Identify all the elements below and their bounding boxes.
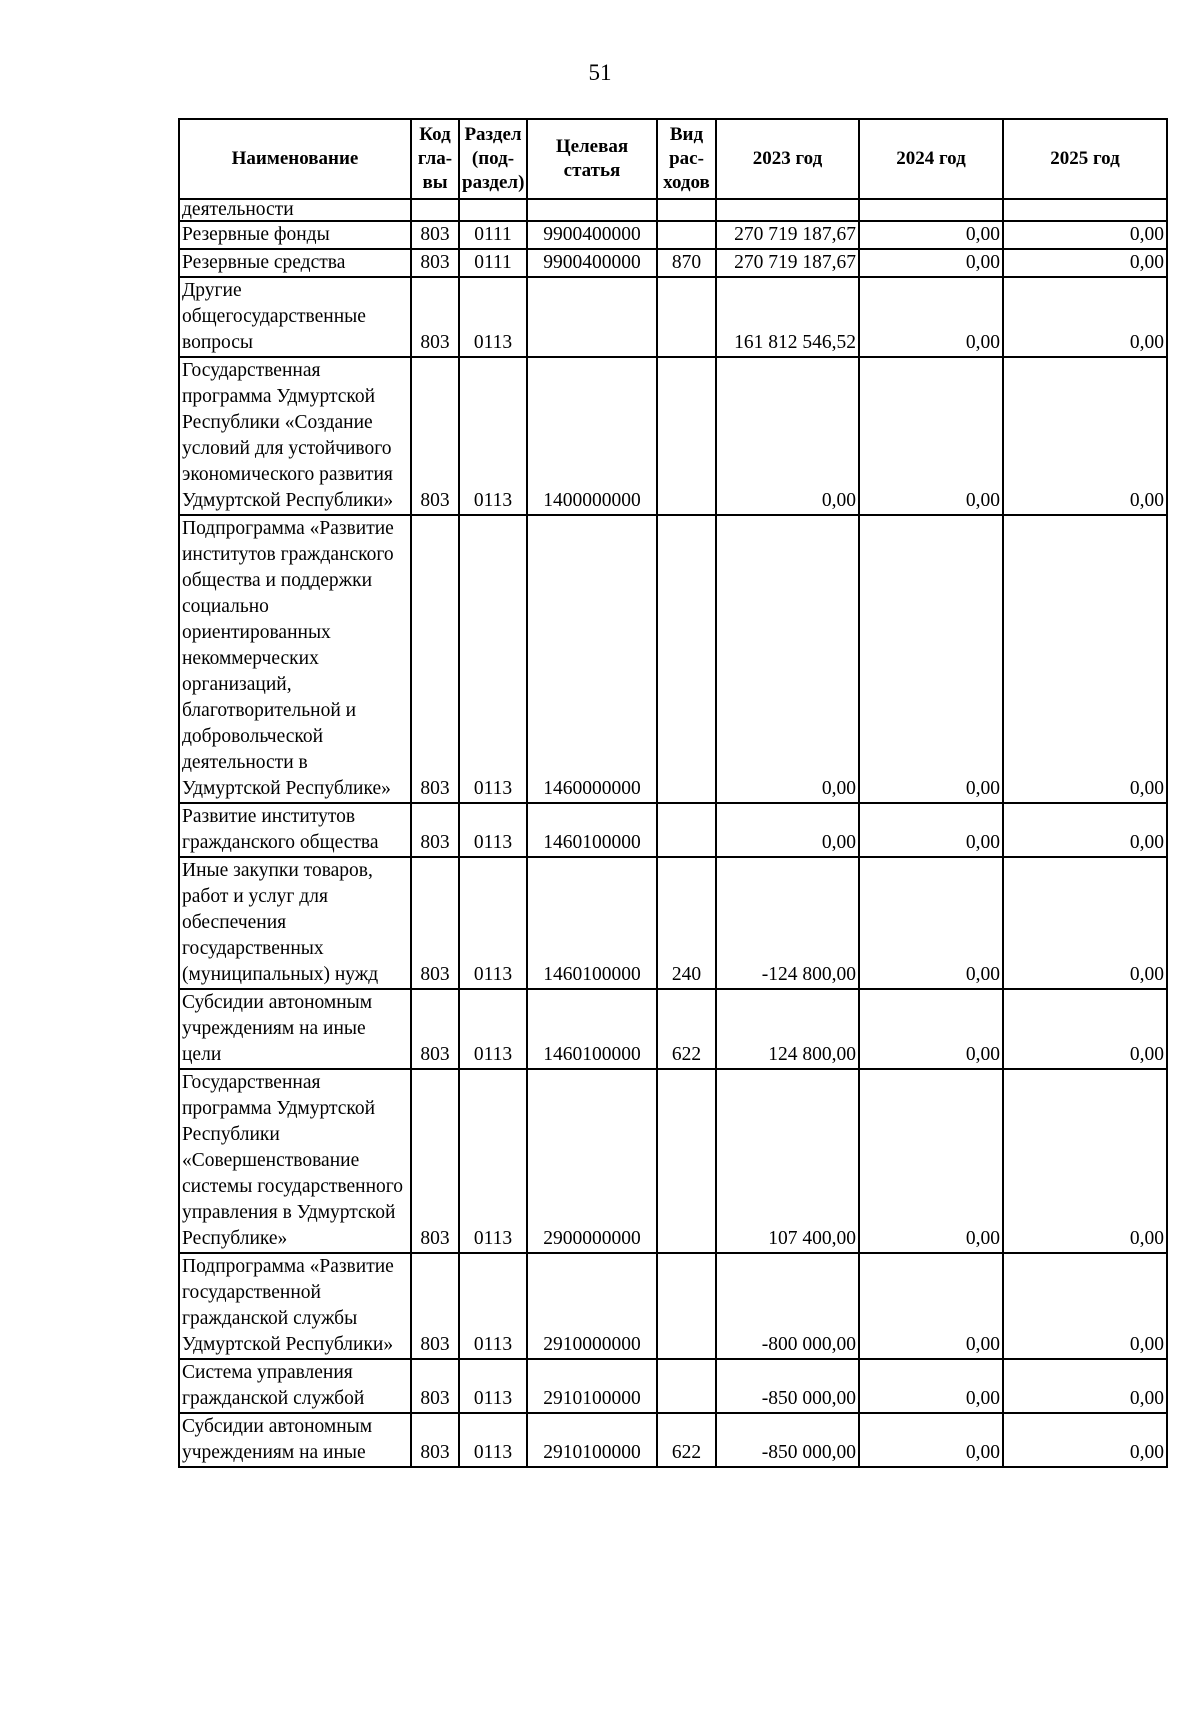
- header-2024: 2024 год: [859, 119, 1003, 199]
- cell-section: 0113: [459, 277, 527, 357]
- header-target: Целевая статья: [527, 119, 657, 199]
- cell-expense: 622: [657, 989, 716, 1069]
- cell-chapter: 803: [411, 221, 459, 249]
- cell-y2025: 0,00: [1003, 989, 1167, 1069]
- cell-section: 0113: [459, 357, 527, 515]
- table-row: [179, 515, 1167, 803]
- cell-chapter: 803: [411, 515, 459, 803]
- cell-target: 2910100000: [527, 1413, 657, 1467]
- cell-y2023: -850 000,00: [716, 1359, 859, 1413]
- cell-expense: [657, 357, 716, 515]
- cell-expense: 870: [657, 249, 716, 277]
- cell-y2024: 0,00: [859, 1253, 1003, 1359]
- table-row: [179, 221, 1167, 249]
- cell-name: Государственная программа Удмуртской Республики «Совершенствование системы государственного управления в Удмуртской Республике»: [179, 1069, 411, 1253]
- table-row: [179, 249, 1167, 277]
- cell-y2024: 0,00: [859, 357, 1003, 515]
- cell-chapter: 803: [411, 1253, 459, 1359]
- cell-expense: [657, 1253, 716, 1359]
- cell-y2025: 0,00: [1003, 515, 1167, 803]
- cell-expense: [657, 803, 716, 857]
- cell-y2023: -850 000,00: [716, 1413, 859, 1467]
- cell-y2023: 0,00: [716, 515, 859, 803]
- cell-y2025: 0,00: [1003, 857, 1167, 989]
- budget-table: [178, 118, 1168, 1468]
- table-header-row: [179, 119, 1167, 199]
- cell-y2024: 0,00: [859, 803, 1003, 857]
- cell-expense: 622: [657, 1413, 716, 1467]
- cell-section: 0113: [459, 1253, 527, 1359]
- cell-target: 1460100000: [527, 857, 657, 989]
- cell-y2025: 0,00: [1003, 357, 1167, 515]
- cell-target: 1400000000: [527, 357, 657, 515]
- cell-chapter: 803: [411, 249, 459, 277]
- cell-y2025: 0,00: [1003, 1413, 1167, 1467]
- page-number: 51: [588, 60, 612, 85]
- cell-name: Система управления гражданской службой: [179, 1359, 411, 1413]
- cell-y2024: 0,00: [859, 1069, 1003, 1253]
- cell-y2023: 270 719 187,67: [716, 221, 859, 249]
- cell-y2023: 0,00: [716, 357, 859, 515]
- cell-y2025: 0,00: [1003, 1359, 1167, 1413]
- cell-expense: [657, 277, 716, 357]
- cell-y2024: 0,00: [859, 249, 1003, 277]
- cell-target: 1460100000: [527, 989, 657, 1069]
- table-row: [179, 1413, 1167, 1467]
- cell-name: Подпрограмма «Развитие институтов гражданского общества и поддержки социально ориентированных некоммерческих организаций, благотворительной и добровольческой деятельности в Удмуртской Республике»: [179, 515, 411, 803]
- cell-chapter: 803: [411, 1413, 459, 1467]
- cell-target: 1460100000: [527, 803, 657, 857]
- table-row: [179, 357, 1167, 515]
- cell-expense: [657, 515, 716, 803]
- table-row: [179, 1359, 1167, 1413]
- cell-section: 0111: [459, 221, 527, 249]
- header-name: Наименование: [179, 119, 411, 199]
- cell-target: [527, 277, 657, 357]
- cell-section: 0113: [459, 515, 527, 803]
- cell-chapter: 803: [411, 989, 459, 1069]
- table-row: [179, 803, 1167, 857]
- cell-target: 1460000000: [527, 515, 657, 803]
- cell-y2024: 0,00: [859, 989, 1003, 1069]
- cell-y2025: 0,00: [1003, 1253, 1167, 1359]
- cell-section: 0113: [459, 1069, 527, 1253]
- cell-target: 9900400000: [527, 249, 657, 277]
- cell-y2024: 0,00: [859, 515, 1003, 803]
- cell-y2024: 0,00: [859, 221, 1003, 249]
- table-row: [179, 1069, 1167, 1253]
- cell-section: 0113: [459, 989, 527, 1069]
- table-row: [179, 857, 1167, 989]
- cell-section: 0111: [459, 249, 527, 277]
- cell-name: Субсидии автономным учреждениям на иные: [179, 1413, 411, 1467]
- header-expense: Вид рас- ходов: [657, 119, 716, 199]
- cell-target: 2900000000: [527, 1069, 657, 1253]
- header-chapter: Код гла- вы: [411, 119, 459, 199]
- cell-section: 0113: [459, 1413, 527, 1467]
- cell-y2024: 0,00: [859, 277, 1003, 357]
- cell-chapter: 803: [411, 1069, 459, 1253]
- cell-target: 2910100000: [527, 1359, 657, 1413]
- cell-chapter: 803: [411, 357, 459, 515]
- cell-y2025: 0,00: [1003, 221, 1167, 249]
- cell-y2023: 270 719 187,67: [716, 249, 859, 277]
- cell-y2023: 161 812 546,52: [716, 277, 859, 357]
- table-row: [179, 277, 1167, 357]
- cell-name: Развитие институтов гражданского общества: [179, 803, 411, 857]
- cell-y2023: 0,00: [716, 803, 859, 857]
- cell-chapter: 803: [411, 277, 459, 357]
- table-row: [179, 989, 1167, 1069]
- cell-expense: [657, 221, 716, 249]
- cell-name: Другие общегосударственные вопросы: [179, 277, 411, 357]
- cell-name: Резервные фонды: [179, 221, 411, 249]
- cell-expense: [657, 1069, 716, 1253]
- header-2025: 2025 год: [1003, 119, 1167, 199]
- cell-name: Иные закупки товаров, работ и услуг для обеспечения государственных (муниципальных) нужд: [179, 857, 411, 989]
- cell-y2023: 124 800,00: [716, 989, 859, 1069]
- cell-y2024: 0,00: [859, 1359, 1003, 1413]
- cell-y2024: 0,00: [859, 857, 1003, 989]
- cell-target: 2910000000: [527, 1253, 657, 1359]
- cell-section: 0113: [459, 803, 527, 857]
- cell-name: Государственная программа Удмуртской Республики «Создание условий для устойчивого экономического развития Удмуртской Республики»: [179, 357, 411, 515]
- header-2023: 2023 год: [716, 119, 859, 199]
- cell-y2025: 0,00: [1003, 249, 1167, 277]
- cell-section: 0113: [459, 857, 527, 989]
- cell-name: Подпрограмма «Развитие государственной гражданской службы Удмуртской Республики»: [179, 1253, 411, 1359]
- cell-chapter: 803: [411, 803, 459, 857]
- cell-y2023: -124 800,00: [716, 857, 859, 989]
- cell-target: 9900400000: [527, 221, 657, 249]
- cell-y2023: 107 400,00: [716, 1069, 859, 1253]
- cell-chapter: 803: [411, 857, 459, 989]
- table-row: [179, 1253, 1167, 1359]
- header-section: Раздел (под- раздел): [459, 119, 527, 199]
- cell-section: 0113: [459, 1359, 527, 1413]
- cell-expense: [657, 1359, 716, 1413]
- cell-y2025: 0,00: [1003, 277, 1167, 357]
- cell-y2025: 0,00: [1003, 803, 1167, 857]
- cell-name: Резервные средства: [179, 249, 411, 277]
- continuation-row: [179, 199, 1167, 221]
- cell-expense: 240: [657, 857, 716, 989]
- cell-y2025: 0,00: [1003, 1069, 1167, 1253]
- cell-chapter: 803: [411, 1359, 459, 1413]
- cell-y2023: -800 000,00: [716, 1253, 859, 1359]
- cell-name: Субсидии автономным учреждениям на иные цели: [179, 989, 411, 1069]
- continuation-text: деятельности: [179, 199, 411, 221]
- cell-y2024: 0,00: [859, 1413, 1003, 1467]
